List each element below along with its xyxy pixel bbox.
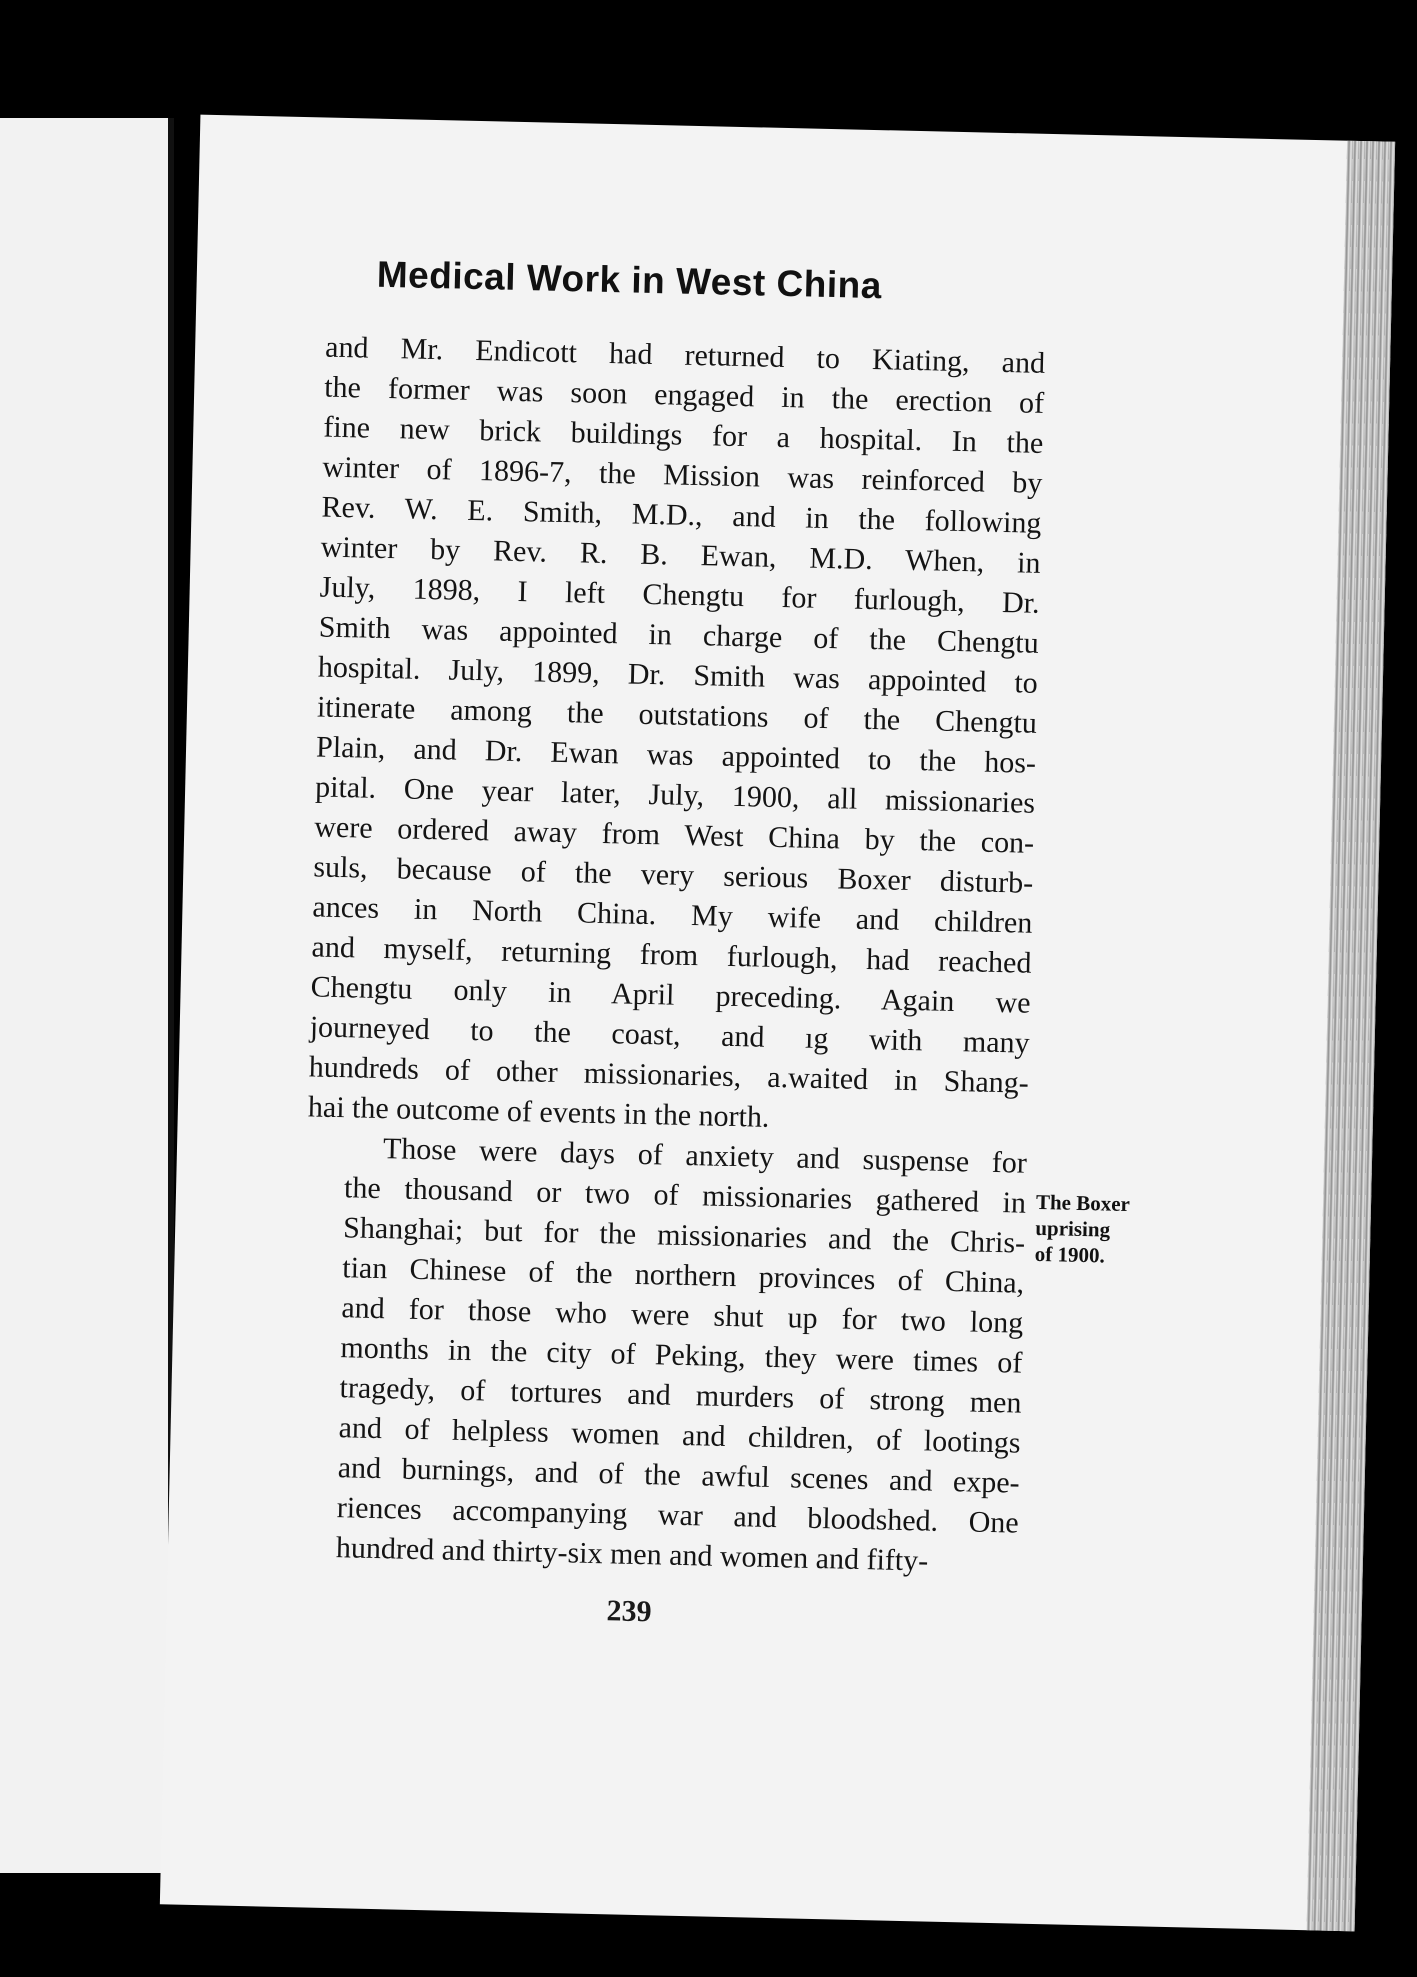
text-line: Chengtu only in April preceding. Again we bbox=[310, 970, 1031, 1020]
text-line: pital. One year later, July, 1900, all missionaries bbox=[314, 770, 1036, 820]
text-line: July, 1898, I left Chengtu for furlough, Dr. bbox=[319, 570, 1040, 620]
text-line: Shanghai; but for the missionaries and the Chris- bbox=[342, 1211, 1026, 1260]
text-line: riences accompanying war and bloodshed. One bbox=[336, 1491, 1020, 1540]
facing-page-edge bbox=[0, 118, 174, 1873]
text-line: were ordered away from West China by the con- bbox=[313, 810, 1035, 860]
text-line: hospital. July, 1899, Dr. Smith was appointed to bbox=[317, 650, 1039, 700]
text-line: tian Chinese of the northern provinces of China, bbox=[341, 1251, 1025, 1300]
page-number: 239 bbox=[606, 1594, 652, 1629]
sidenote-line: The Boxer bbox=[1035, 1189, 1131, 1217]
sidenote-line: uprising bbox=[1035, 1215, 1111, 1242]
text-line: hundreds of other missionaries, a.waited in Shang- bbox=[308, 1050, 1030, 1100]
text-line: hai the outcome of events in the north. bbox=[307, 1090, 770, 1134]
text-line: Those were days of anxiety and suspense for bbox=[382, 1132, 1028, 1180]
text-line: ances in North China. My wife and children bbox=[312, 890, 1033, 940]
text-line: tragedy, of tortures and murders of strong men bbox=[339, 1371, 1022, 1420]
body-text bbox=[298, 328, 1046, 1584]
text-line: Smith was appointed in charge of the Chengtu bbox=[318, 610, 1040, 660]
paragraph-1 bbox=[308, 328, 1046, 1144]
text-line: winter of 1896-7, the Mission was reinforced by bbox=[322, 450, 1043, 500]
text-line: and burnings, and of the awful scenes and expe- bbox=[337, 1451, 1020, 1500]
text-line: suls, because of the very serious Boxer disturb- bbox=[313, 850, 1034, 900]
text-line: and Mr. Endicott had returned to Kiating, and bbox=[324, 330, 1046, 380]
text-line: months in the city of Peking, they were times of bbox=[340, 1331, 1023, 1380]
margin-sidenote bbox=[1035, 1189, 1167, 1270]
sidenote-line: of 1900. bbox=[1034, 1241, 1106, 1268]
text-line: Rev. W. E. Smith, M.D., and in the following bbox=[321, 490, 1042, 540]
paragraph-2 bbox=[298, 1127, 1028, 1583]
page-fore-edge bbox=[1307, 141, 1396, 1932]
text-line: the thousand or two of missionaries gathered in bbox=[343, 1171, 1027, 1220]
text-line: and myself, returning from furlough, had reached bbox=[311, 930, 1032, 980]
running-head: Medical Work in West China bbox=[376, 253, 883, 307]
text-line: itinerate among the outstations of the Chengtu bbox=[316, 690, 1038, 740]
text-line: hundred and thirty-six men and women and fifty- bbox=[335, 1531, 929, 1578]
text-line: fine new brick buildings for a hospital. In the bbox=[323, 410, 1044, 460]
text-line: journeyed to the coast, and ıg with many bbox=[309, 1010, 1030, 1060]
text-line: and for those who were shut up for two long bbox=[341, 1291, 1024, 1340]
text-line: Plain, and Dr. Ewan was appointed to the hos- bbox=[315, 730, 1037, 780]
text-line: and of helpless women and children, of lootings bbox=[338, 1411, 1021, 1460]
book-page bbox=[160, 115, 1395, 1932]
text-line: the former was soon engaged in the erection of bbox=[323, 370, 1045, 420]
text-line: winter by Rev. R. B. Ewan, M.D. When, in bbox=[320, 530, 1041, 580]
